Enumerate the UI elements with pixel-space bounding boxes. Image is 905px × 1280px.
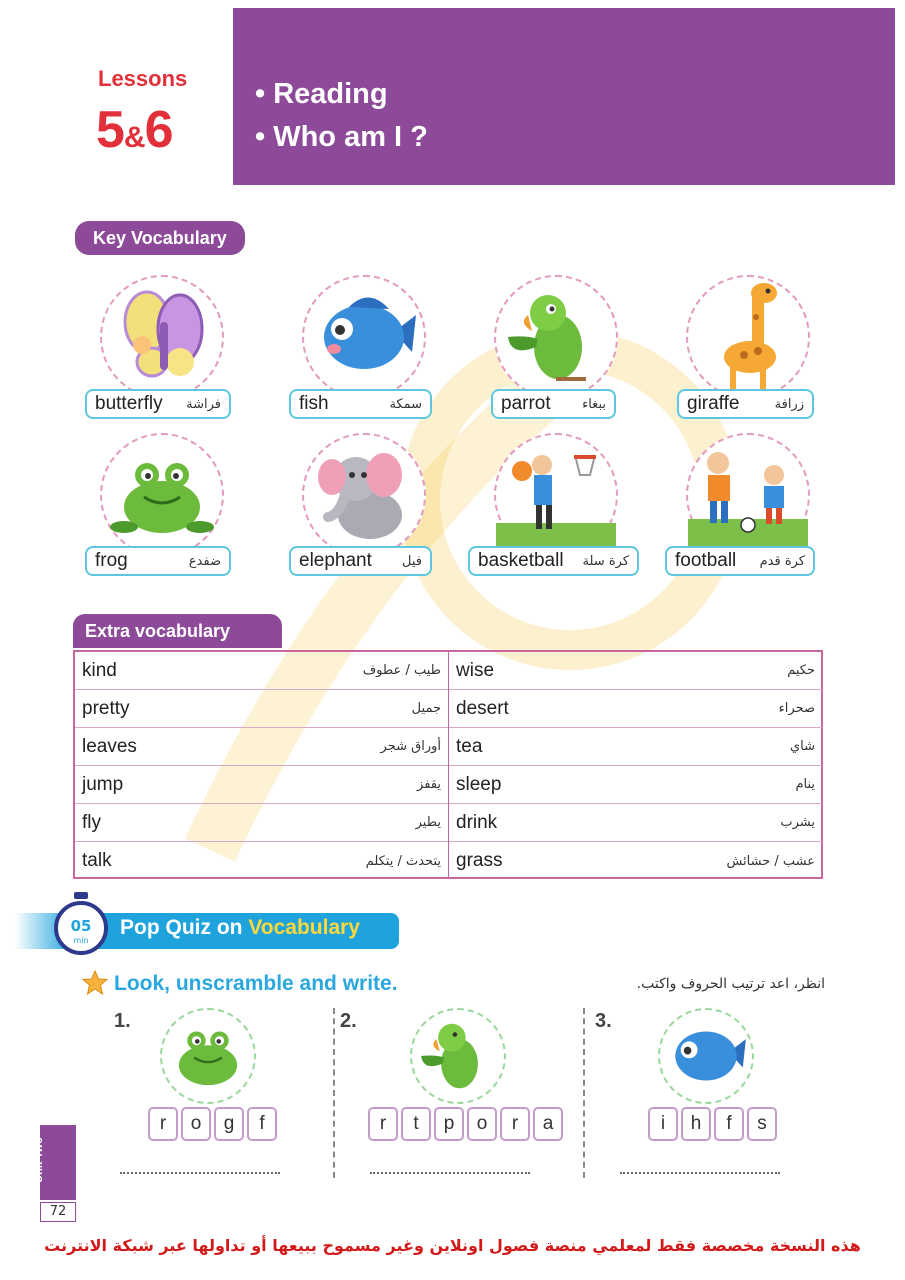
vocab-translation: عشب / حشائش: [726, 853, 815, 869]
extra-vocab-right-column: [449, 652, 822, 877]
parrot-icon: [496, 277, 616, 397]
letter-tile: r: [500, 1107, 530, 1141]
letter-tile: i: [648, 1107, 678, 1141]
vocab-card-fish: [289, 389, 432, 419]
vocab-translation: فراشة: [186, 396, 221, 412]
vocab-word: giraffe: [687, 393, 740, 414]
unit-name: Unit Two: [33, 1137, 45, 1183]
vocab-word: tea: [456, 735, 483, 757]
table-row: [449, 728, 822, 766]
scrambled-letters: [368, 1107, 563, 1141]
vocab-word: basketball: [478, 550, 564, 571]
vocab-card-football: [665, 546, 815, 576]
butterfly-picture: [100, 275, 224, 399]
vocab-translation: أوراق شجر: [380, 739, 441, 754]
football-picture: [686, 433, 810, 557]
vocab-card-elephant: [289, 546, 432, 576]
vocab-word: elephant: [299, 550, 372, 571]
vocab-word: talk: [82, 850, 112, 871]
scrambled-letters: [148, 1107, 277, 1141]
vocab-translation: يطير: [415, 815, 441, 830]
vocab-word: sleep: [456, 773, 502, 795]
vocab-word: jump: [82, 773, 124, 795]
vocab-word: fly: [82, 811, 101, 833]
vocab-translation: ينام: [795, 777, 815, 792]
letter-tile: p: [434, 1107, 464, 1141]
vocab-word: leaves: [82, 735, 137, 757]
star-icon: [82, 970, 108, 996]
vocab-translation: كرة قدم: [759, 553, 805, 569]
fish-picture: [302, 275, 426, 399]
letter-tile: r: [368, 1107, 398, 1141]
letter-tile: f: [247, 1107, 277, 1141]
timer-minutes: 05: [70, 917, 92, 935]
football-icon: [688, 435, 808, 555]
vocab-card-frog: [85, 546, 231, 576]
pop-quiz-title: Pop Quiz on Vocabulary: [120, 916, 360, 939]
table-row: [75, 652, 448, 690]
extra-vocab-left-column: [75, 652, 449, 877]
vocab-word: butterfly: [95, 393, 163, 414]
vocab-word: fish: [299, 393, 329, 414]
fish-icon: [660, 1010, 752, 1102]
letter-tile: o: [181, 1107, 211, 1141]
table-row: [449, 690, 822, 728]
key-vocabulary-title: Key Vocabulary: [75, 221, 245, 255]
scrambled-letters: [648, 1107, 777, 1141]
letter-tile: f: [714, 1107, 744, 1141]
vocab-card-parrot: [491, 389, 616, 419]
table-row: [75, 804, 448, 842]
vocab-translation: كرة سلة: [582, 553, 629, 569]
answer-line[interactable]: [120, 1172, 280, 1174]
table-row: [449, 766, 822, 804]
vocab-translation: ضفدع: [188, 553, 221, 569]
letter-tile: t: [401, 1107, 431, 1141]
frog-icon: [162, 1010, 254, 1102]
answer-line[interactable]: [620, 1172, 780, 1174]
vocab-translation: فيل: [402, 553, 422, 569]
basketball-picture: [494, 433, 618, 557]
timer-unit: min: [73, 936, 89, 945]
vocab-translation: يشرب: [780, 815, 815, 830]
vocab-translation: يقفز: [417, 777, 441, 792]
header-topic-who-am-i: • Who am I ?: [255, 121, 428, 153]
question-number: 1.: [114, 1010, 131, 1032]
vocab-translation: طيب / عطوف: [362, 663, 441, 678]
question-number: 2.: [340, 1010, 357, 1032]
butterfly-icon: [102, 277, 222, 397]
divider: [333, 1008, 335, 1178]
theme-label: [18, 1124, 58, 1196]
question-picture: [658, 1008, 754, 1104]
letter-tile: a: [533, 1107, 563, 1141]
vocab-word: grass: [456, 850, 503, 871]
vocab-word: kind: [82, 659, 117, 681]
table-row: [75, 842, 448, 880]
vocab-word: pretty: [82, 697, 130, 719]
frog-icon: [102, 435, 222, 555]
vocab-translation: شاي: [789, 739, 815, 754]
question-picture: [410, 1008, 506, 1104]
header-topic-reading: • Reading: [255, 78, 388, 110]
footer-notice: هذه النسخة مخصصة فقط لمعلمي منصة فصول اونلاين وغير مسموح ببيعها أو تداولها عبر شبكة الانترنت: [44, 1236, 861, 1255]
vocab-word: frog: [95, 550, 128, 571]
table-row: [449, 804, 822, 842]
giraffe-picture: [686, 275, 810, 399]
vocab-translation: جميل: [411, 701, 441, 716]
divider: [583, 1008, 585, 1178]
page-number: 72: [40, 1202, 76, 1222]
quiz-instruction: Look, unscramble and write.: [114, 972, 398, 995]
vocab-translation: صحراء: [778, 701, 815, 716]
elephant-picture: [302, 433, 426, 557]
vocab-card-butterfly: [85, 389, 231, 419]
theme-number: Theme 1: [19, 1137, 31, 1183]
frog-picture: [100, 433, 224, 557]
vocab-card-giraffe: [677, 389, 814, 419]
question-picture: [160, 1008, 256, 1104]
quiz-instruction-arabic: انظر، اعد ترتيب الحروف واكتب.: [636, 976, 825, 992]
vocab-card-basketball: [468, 546, 639, 576]
vocab-word: football: [675, 550, 737, 571]
letter-tile: g: [214, 1107, 244, 1141]
fish-icon: [304, 277, 424, 397]
table-row: [75, 690, 448, 728]
vocab-word: desert: [456, 697, 509, 719]
extra-vocabulary-table: [73, 650, 823, 879]
vocab-word: wise: [456, 659, 495, 681]
vocab-translation: زرافة: [774, 396, 804, 412]
table-row: [449, 652, 822, 690]
letter-tile: s: [747, 1107, 777, 1141]
lessons-number: 5&6: [96, 101, 173, 159]
answer-line[interactable]: [370, 1172, 530, 1174]
parrot-picture: [494, 275, 618, 399]
extra-vocabulary-title: Extra vocabulary: [73, 614, 282, 648]
letter-tile: o: [467, 1107, 497, 1141]
letter-tile: h: [681, 1107, 711, 1141]
basketball-icon: [496, 435, 616, 555]
table-row: [75, 766, 448, 804]
table-row: [75, 728, 448, 766]
lessons-label: Lessons: [98, 66, 188, 91]
giraffe-icon: [688, 277, 808, 397]
table-row: [449, 842, 822, 880]
vocab-translation: ببغاء: [582, 396, 606, 412]
vocab-translation: حكيم: [787, 663, 815, 678]
elephant-icon: [304, 435, 424, 555]
vocab-translation: سمكة: [389, 396, 422, 412]
vocab-translation: يتحدث / يتكلم: [365, 853, 441, 869]
timer-icon: [52, 890, 110, 956]
parrot-icon: [412, 1010, 504, 1102]
question-number: 3.: [595, 1010, 612, 1032]
letter-tile: r: [148, 1107, 178, 1141]
vocab-word: drink: [456, 811, 498, 833]
vocab-word: parrot: [501, 393, 551, 414]
